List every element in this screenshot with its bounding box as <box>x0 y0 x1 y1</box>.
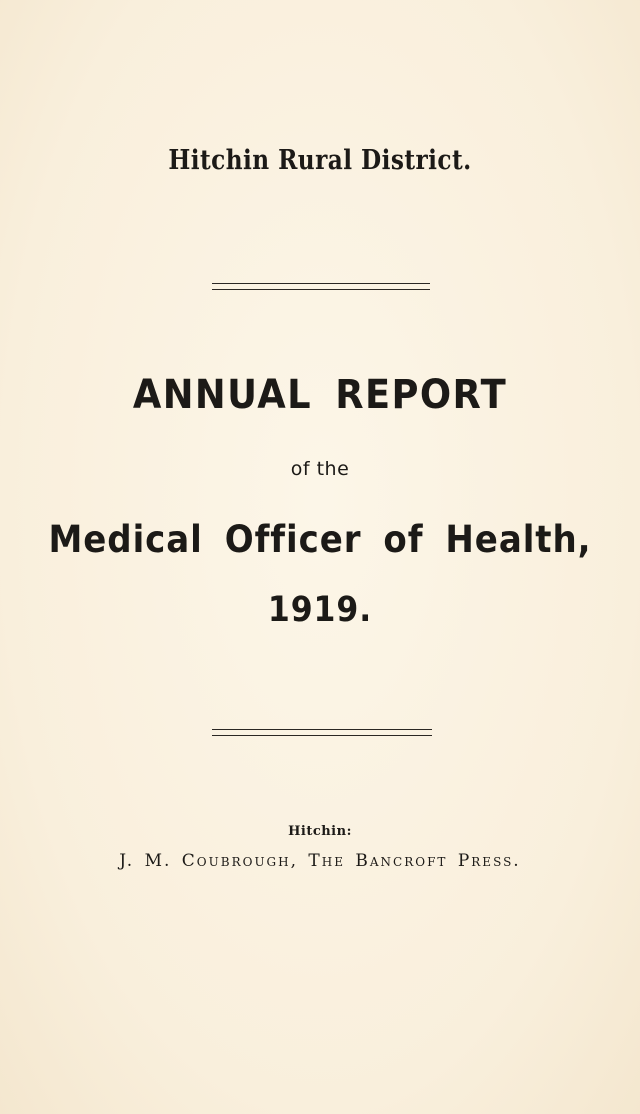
double-rule-top <box>212 283 430 290</box>
report-title: ANNUAL REPORT <box>132 372 508 418</box>
imprint-printer: J. M. Coubrough, The Bancroft Press. <box>119 851 521 871</box>
imprint-place: Hitchin: <box>288 824 352 839</box>
report-year: 1919. <box>267 590 373 630</box>
double-rule-bottom <box>212 729 432 736</box>
district-title: Hitchin Rural District. <box>168 145 472 176</box>
connector-text: of the <box>290 458 350 480</box>
officer-title: Medical Officer of Health, <box>48 518 592 561</box>
